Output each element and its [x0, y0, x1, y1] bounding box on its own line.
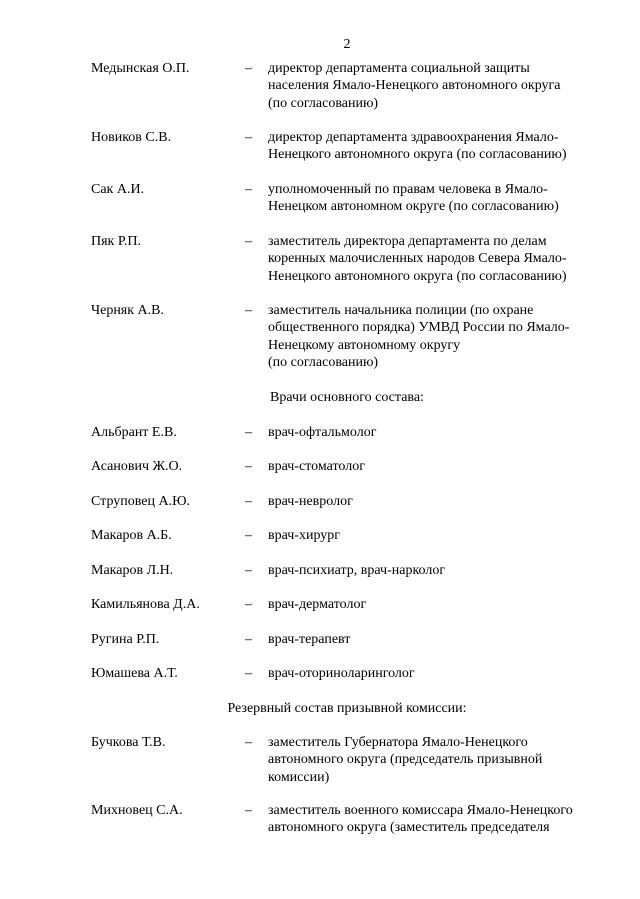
doctor-name: Юмашева А.Т. [91, 666, 178, 681]
member-position: заместитель директора департамента по делам коренных малочисленных народов Севера Ямало- Ненецкого автономного округа (по согласованию) [268, 234, 567, 284]
doctor-name: Макаров Л.Н. [91, 563, 174, 578]
doctor-specialty: врач-психиатр, врач-нарколог [268, 563, 446, 578]
doctor-specialty: врач-хирург [268, 528, 341, 543]
dash: – [245, 494, 252, 509]
dash: – [245, 735, 252, 750]
dash: – [245, 459, 252, 474]
page-number: 2 [343, 37, 351, 52]
member-name: Медынская О.П. [91, 61, 190, 76]
doctor-specialty: врач-оториноларинголог [268, 666, 415, 681]
dash: – [245, 303, 252, 318]
member-position: заместитель Губернатора Ямало-Ненецкого автономного округа (председатель призывной комиссии) [268, 735, 543, 785]
doctor-name: Альбрант Е.В. [91, 425, 177, 440]
doctor-name: Струповец А.Ю. [91, 494, 190, 509]
member-position: директор департамента социальной защиты населения Ямало-Ненецкого автономного округа (по согласованию) [268, 61, 561, 111]
dash: – [245, 803, 252, 818]
member-position: заместитель военного комиссара Ямало-Ненецкого автономного округа (заместитель председателя [268, 803, 573, 836]
doctor-name: Ругина Р.П. [91, 632, 160, 647]
member-position: уполномоченный по правам человека в Ямало- Ненецком автономном округе (по согласованию) [268, 182, 559, 215]
member-name: Бучкова Т.В. [91, 735, 166, 750]
dash: – [245, 61, 252, 76]
dash: – [245, 632, 252, 647]
member-name: Михновец С.А. [91, 803, 183, 818]
dash: – [245, 130, 252, 145]
dash: – [245, 666, 252, 681]
dash: – [245, 182, 252, 197]
member-position: заместитель начальника полиции (по охране общественного порядка) УМВД России по Ямало- Ненецкому автономному округу (по согласованию) [268, 303, 570, 371]
section-heading-doctors: Врачи основного состава: [270, 390, 424, 405]
doctor-specialty: врач-стоматолог [268, 459, 365, 474]
doctor-name: Асанович Ж.О. [91, 459, 183, 474]
doctor-name: Камильянова Д.А. [91, 597, 200, 612]
dash: – [245, 425, 252, 440]
member-name: Новиков С.В. [91, 130, 172, 145]
member-name: Черняк А.В. [91, 303, 164, 318]
member-position: директор департамента здравоохранения Ямало- Ненецкого автономного округа (по согласованию) [268, 130, 567, 163]
doctor-specialty: врач-невролог [268, 494, 353, 509]
doctor-name: Макаров А.Б. [91, 528, 172, 543]
dash: – [245, 234, 252, 249]
dash: – [245, 597, 252, 612]
doctor-specialty: врач-офтальмолог [268, 425, 377, 440]
doctor-specialty: врач-терапевт [268, 632, 351, 647]
dash: – [245, 528, 252, 543]
member-name: Пяк Р.П. [91, 234, 141, 249]
section-heading-reserve: Резервный состав призывной комиссии: [227, 701, 467, 716]
dash: – [245, 563, 252, 578]
doctor-specialty: врач-дерматолог [268, 597, 367, 612]
member-name: Сак А.И. [91, 182, 145, 197]
